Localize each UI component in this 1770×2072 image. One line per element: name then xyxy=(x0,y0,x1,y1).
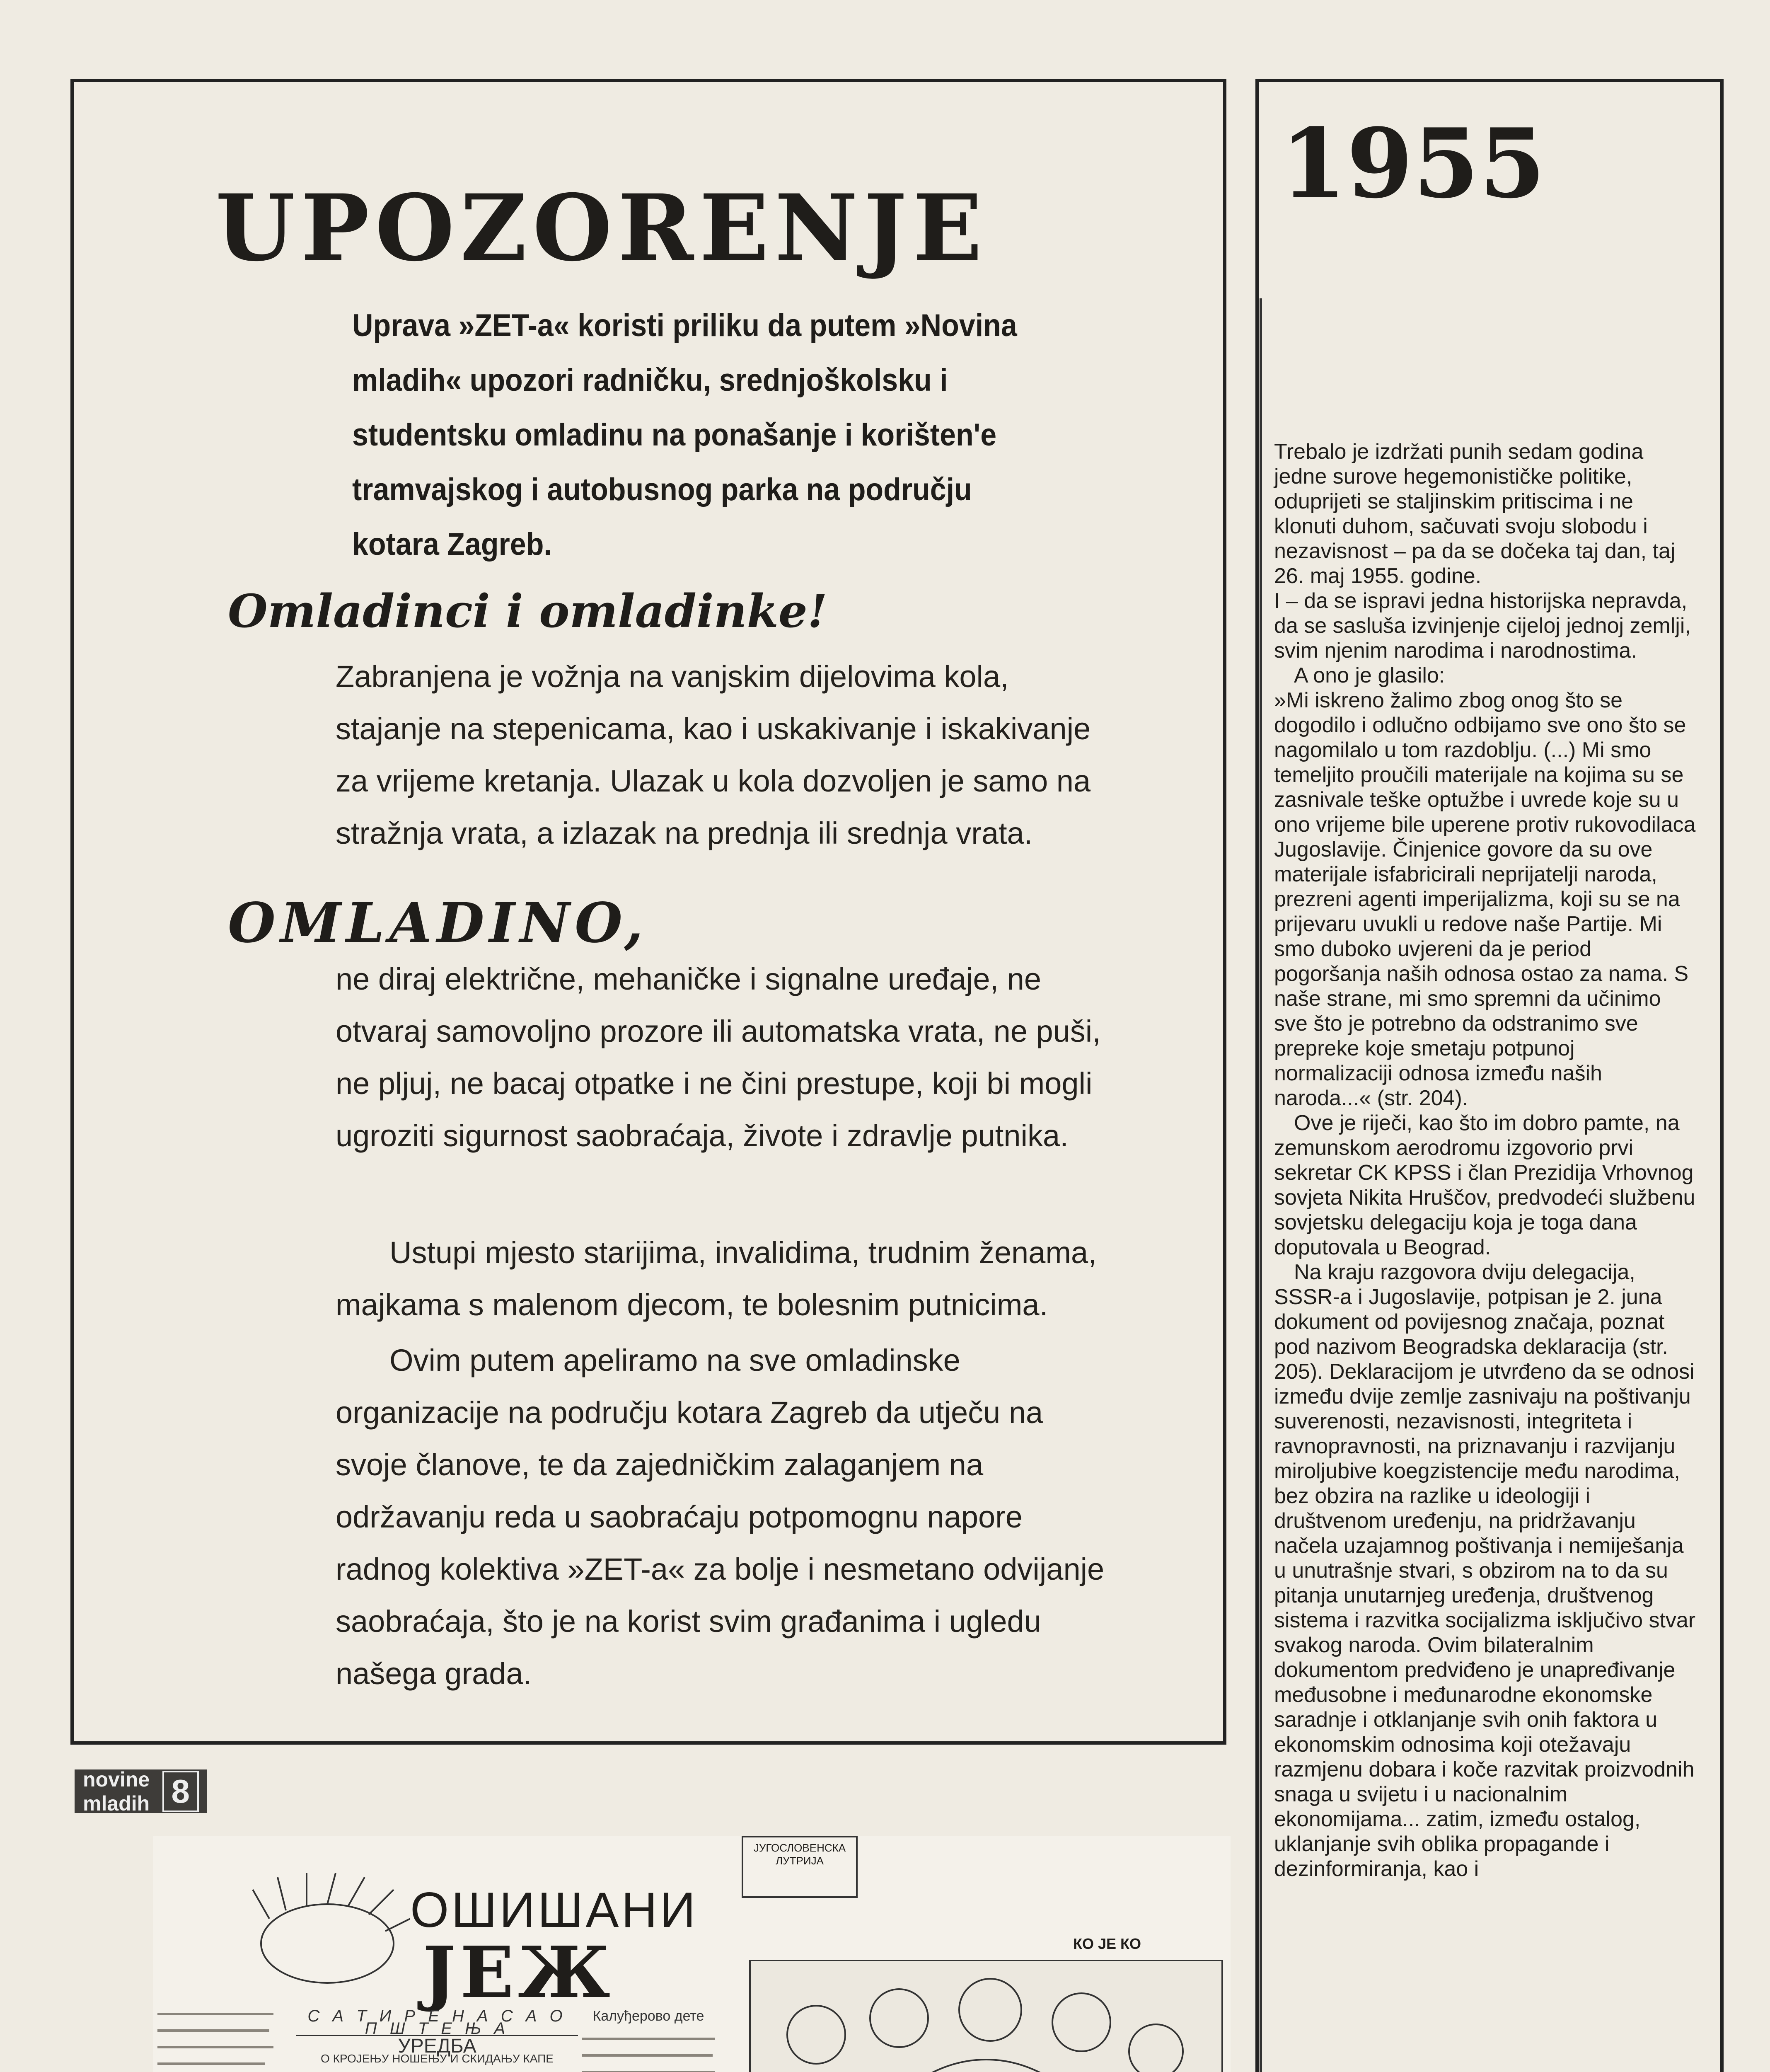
decree-text-lines xyxy=(296,2069,578,2072)
newspaper-left-column xyxy=(153,1997,290,2072)
newspaper-third-column xyxy=(580,2010,717,2072)
logo-text: novine mladih xyxy=(83,1767,150,1815)
newspaper-middle-column xyxy=(296,2010,578,2072)
newspaper-title-line1: ОШИШАНИ xyxy=(410,1882,698,1938)
rule-paragraph: Zabranjena je vožnja na vanjskim dijelovima kola, stajanje na stepenicama, kao i uskakivanje i iskakivanje za vrijeme kretanja. Ulazak u kola dozvoljen je samo na stražnja vrata, a izlazak na prednja ili srednja vrata. xyxy=(336,659,1091,850)
conduct-paragraph: ne diraj električne, mehaničke i signalne uređaje, ne otvaraj samovoljno prozore ili automatska vrata, ne puši, ne pljuj, ne bacaj otpatke i ne čini prestupe, koji bi mogli ugroziti sigurnost saobraćaja, živote i zdravlje putnika. xyxy=(336,962,1101,1153)
sidebar-paragraph: »Mi iskreno žalimo zbog onog što se dogodilo i odlučno odbijamo sve ono što se nagomilalo u tom razdoblju. (...) Mi smo temeljito proučili materijale na kojima su se zasnivale teške optužbe i uvrede koje su u ono vrijeme bile uperene protiv rukovodilaca Jugoslavije. Činjenice govore da su ove materijale isfabricirali neprijatelji naroda, prezreni agenti imperijalizma, koji su se na prijevaru uvukli u redove naše Partije. Mi smo duboko uvjereni da je period pogoršanja naših odnosa ostao za nama. S naše strane, mi smo spremni da učinimo sve što je potrebno da odstranimo sve prepreke koje smetaju potpunoj normalizaciji odnosa između naših naroda...« (str. 204). xyxy=(1274,688,1696,1110)
column-text-lines xyxy=(580,2022,717,2072)
youth-heading: OMLADINO, xyxy=(228,891,648,955)
sidebar-paragraph: Na kraju razgovora dviju delegacija, SSSR-a i Jugoslavije, potpisan je 2. juna dokument od povijesnog značaja, poznat pod nazivom Beogradska deklaracija (str. 205). Deklaracijom je utvrđeno da se odnosi između dvije zemlje zasnivaju na poštivanju suverenosti, nezavisnosti, integriteta i ravnopravnosti, na priznavanju i razvijanju miroljubive koegzistencije među narodima, bez obzira na razlike u ideologiji i društvenom uređenju, na pridržavanju načela uzajamnog poštivanja i nemiješanja u unutrašnje stvari, s obzirom na to da su pitanja unutarnjeg uređenja, društvenog sistema i razvitka socijalizma isključivo stvar svakog naroda. Ovim bilateralnim dokumentom predviđeno je unapređivanje međusobne i međunarodne ekonomske saradnje i otklanjanje svih onih faktora u ekonomskim odnosima koji otežavaju razmjenu dobara i koče razvitak proizvodnih snaga u svijetu i u nacionalnim ekonomijama... zatim, između ostalog, uklanjanje svih oblika propagande i dezinformiranja, kao i xyxy=(1274,1260,1696,1881)
article-title: UPOZORENJE xyxy=(215,174,988,281)
newsprint-lines xyxy=(153,1997,278,2072)
decree-subheading: О КРОЈЕЊУ НОШЕЊУ И СКИДАЊУ КАПЕ xyxy=(321,2052,554,2065)
newspaper-right-page xyxy=(742,1836,1231,2072)
newspaper-masthead xyxy=(236,1873,698,2014)
newspaper-title-line2: ЈЕЖ xyxy=(423,1931,615,2014)
hedgehog-illustration xyxy=(236,1873,410,1993)
sidebar-paragraph: A ono je glasilo: xyxy=(1294,663,1445,687)
appeal-heading: Omladinci i omladinke! xyxy=(228,584,828,638)
appeal-paragraph: Ovim putem apeliramo na sve omladinske organizacije na području kotara Zagreb da utječu na svoje članove, te da zajedničkim zalaganjem na održavanju reda u saobraćaju potpomognu napore radnog kolektiva »ZET-a« za bolje i nesmetano odvijanje saobraćaja, što je na korist svim građanima i ugledu našega grada. xyxy=(336,1343,1105,1691)
courtesy-paragraph: Ustupi mjesto starijima, invalidima, trudnim ženama, majkama s malenom djecom, te bolesnim putnicima. xyxy=(336,1235,1097,1322)
magazine-logo xyxy=(75,1769,207,1813)
sidebar-text xyxy=(1274,439,1697,1881)
satire-section-header: С А Т И Р Е Н А С А О П Ш Т Е Њ А xyxy=(296,2010,578,2036)
sidebar-year: 1955 xyxy=(1280,108,1546,220)
decree-heading: УРЕДБА xyxy=(398,2035,476,2057)
sidebar-paragraph: Trebalo je izdržati punih sedam godina jedne surove hegemonističke politike, oduprijeti se staljinskim pritiscima i ne klonuti duhom, sačuvati svoju slobodu i nezavisnost – pa da se dočeka taj dan, taj 26. maj 1955. godine. xyxy=(1274,440,1676,588)
article-lead: Uprava »ZET-a« koristi priliku da putem »Novina mladih« upozori radničku, srednjoškolsku i studentsku omladinu na ponašanje i korišten'e tramvajskog i autobusnog parka na području kotara Zagreb. xyxy=(352,308,1017,562)
column-heading: Калуђерово дете xyxy=(592,2010,704,2024)
newspaper-clipping xyxy=(153,1836,1231,2072)
banquet-cartoon xyxy=(742,1960,1231,2072)
column-divider xyxy=(1260,298,1270,2072)
cartoon-caption: КО ЈЕ КО xyxy=(1073,1935,1141,1952)
sidebar-paragraph: Ove je riječi, kao što im dobro pamte, na zemunskom aerodromu izgovorio prvi sekretar CK KPSS i član Prezidija Vrhovnog sovjeta Nikita Hruščov, predvodeći službenu sovjetsku delegaciju koja je toga dana doputovala u Beograd. xyxy=(1274,1111,1695,1259)
sidebar-paragraph: I – da se ispravi jedna historijska nepravda, da se sasluša izvinjenje cijeloj jednoj zemlji, svim njenim narodima i narodnostima. xyxy=(1274,589,1691,663)
article-page-number: 8 xyxy=(162,1771,199,1812)
lottery-box: ЈУГОСЛОВЕНСКА ЛУТРИЈА xyxy=(742,1836,858,1898)
